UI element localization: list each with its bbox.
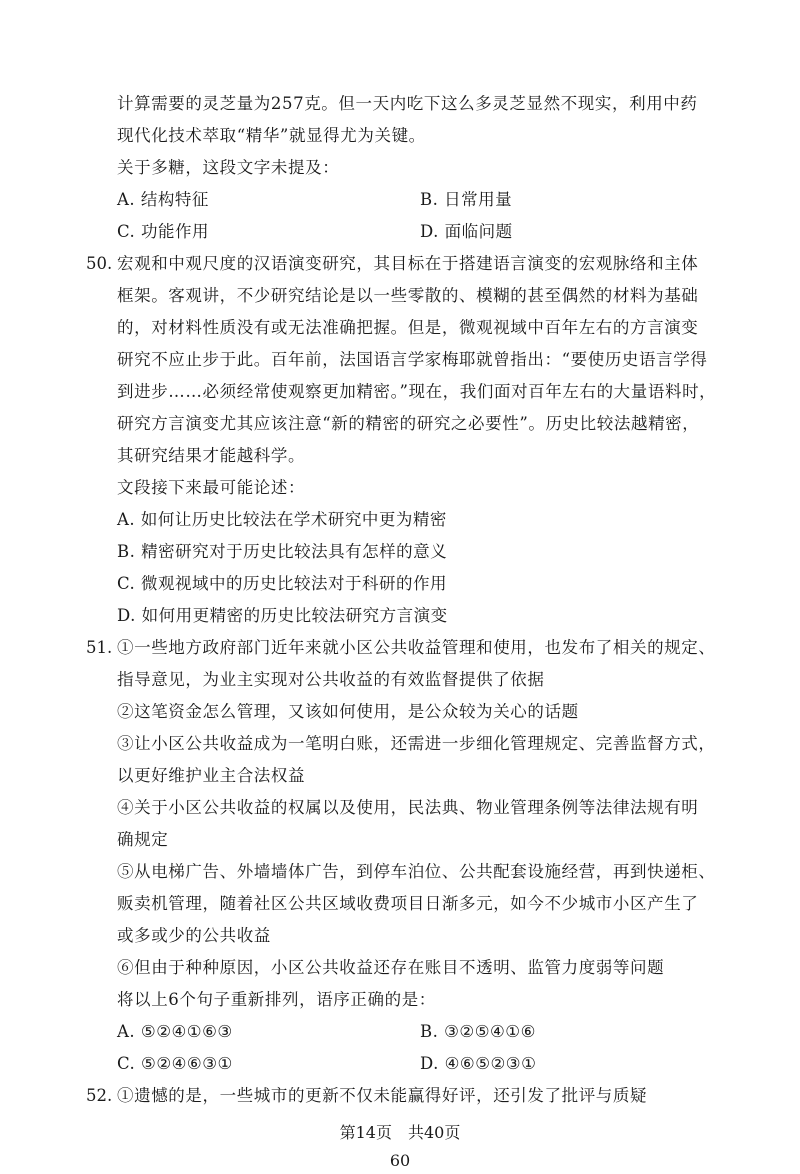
q51-text-line-1: ①一些地方政府部门近年来就小区公共收益管理和使用，也发布了相关的规定、 xyxy=(117,638,716,657)
q51-text-line-11: ⑥但由于种种原因，小区公共收益还存在账目不透明、监管力度弱等问题 xyxy=(117,958,665,977)
q51-text-line-4: ③让小区公共收益成为一笔明白账，还需进一步细化管理规定、完善监督方式， xyxy=(117,734,716,753)
q51-text-line-8: ⑤从电梯广告、外墙墙体广告，到停车泊位、公共配套设施经营，再到快递柜、 xyxy=(117,862,716,881)
q51-text-line-3: ②这笔资金怎么管理，又该如何使用，是公众较为关心的话题 xyxy=(117,702,579,721)
q49-option-a: A. 结构特征 xyxy=(117,190,209,209)
q50-option-d: D. 如何用更精密的历史比较法研究方言演变 xyxy=(117,606,448,625)
q51-option-b: B. ③②⑤④①⑥ xyxy=(420,1022,536,1041)
q50-number: 50. xyxy=(86,254,113,273)
q51-text-line-10: 或多或少的公共收益 xyxy=(117,926,271,945)
q49-text-line-2: 现代化技术萃取“精华”就显得尤为关键。 xyxy=(117,126,426,145)
q49-prompt: 关于多糖，这段文字未提及： xyxy=(117,158,340,177)
q50-text-line-1: 宏观和中观尺度的汉语演变研究，其目标在于搭建语言演变的宏观脉络和主体 xyxy=(117,254,699,273)
q51-prompt: 将以上6个句子重新排列，语序正确的是： xyxy=(117,990,436,1009)
q50-text-line-3: 的，对材料性质没有或无法准确把握。但是，微观视域中百年左右的方言演变 xyxy=(117,318,699,337)
q51-text-line-5: 以更好维护业主合法权益 xyxy=(117,766,306,785)
q50-option-c: C. 微观视域中的历史比较法对于科研的作用 xyxy=(117,574,448,593)
q50-option-a: A. 如何让历史比较法在学术研究中更为精密 xyxy=(117,510,447,529)
q51-text-line-7: 确规定 xyxy=(117,830,169,849)
page-number: 60 xyxy=(389,1151,411,1170)
q51-text-line-6: ④关于小区公共收益的权属以及使用，民法典、物业管理条例等法律法规有明 xyxy=(117,798,699,817)
q51-option-d: D. ④⑥⑤②③① xyxy=(420,1054,537,1073)
q51-option-c: C. ⑤②④⑥③① xyxy=(117,1054,233,1073)
q52-text-line-1: ①遗憾的是，一些城市的更新不仅未能赢得好评，还引发了批评与质疑 xyxy=(117,1086,648,1105)
q49-option-d: D. 面临问题 xyxy=(420,222,513,241)
q49-text-line-1: 计算需要的灵芝量为257克。但一天内吃下这么多灵芝显然不现实，利用中药 xyxy=(117,94,698,113)
q51-number: 51. xyxy=(86,638,113,657)
q52-number: 52. xyxy=(86,1086,113,1105)
q49-option-b: B. 日常用量 xyxy=(420,190,513,209)
q51-option-a: A. ⑤②④①⑥③ xyxy=(117,1022,233,1041)
q50-option-b: B. 精密研究对于历史比较法具有怎样的意义 xyxy=(117,542,448,561)
q50-text-line-2: 框架。客观讲，不少研究结论是以一些零散的、模糊的甚至偶然的材料为基础 xyxy=(117,286,699,305)
q49-option-c: C. 功能作用 xyxy=(117,222,210,241)
q50-text-line-6: 研究方言演变尤其应该注意“新的精密的研究之必要性”。历史比较法越精密， xyxy=(117,414,700,433)
q50-prompt: 文段接下来最可能论述： xyxy=(117,478,306,497)
q51-text-line-9: 贩卖机管理，随着社区公共区域收费项目日渐多元，如今不少城市小区产生了 xyxy=(117,894,699,913)
q50-text-line-5: 到进步……必须经常使观察更加精密。”现在，我们面对百年左右的大量语料时， xyxy=(117,382,717,401)
q51-text-line-2: 指导意见，为业主实现对公共收益的有效监督提供了依据 xyxy=(117,670,545,689)
q50-text-line-7: 其研究结果才能越科学。 xyxy=(117,446,306,465)
q50-text-line-4: 研究不应止步于此。百年前，法国语言学家梅耶就曾指出：“要使历史语言学得 xyxy=(117,350,708,369)
page-label: 第14页 共40页 xyxy=(339,1123,461,1142)
